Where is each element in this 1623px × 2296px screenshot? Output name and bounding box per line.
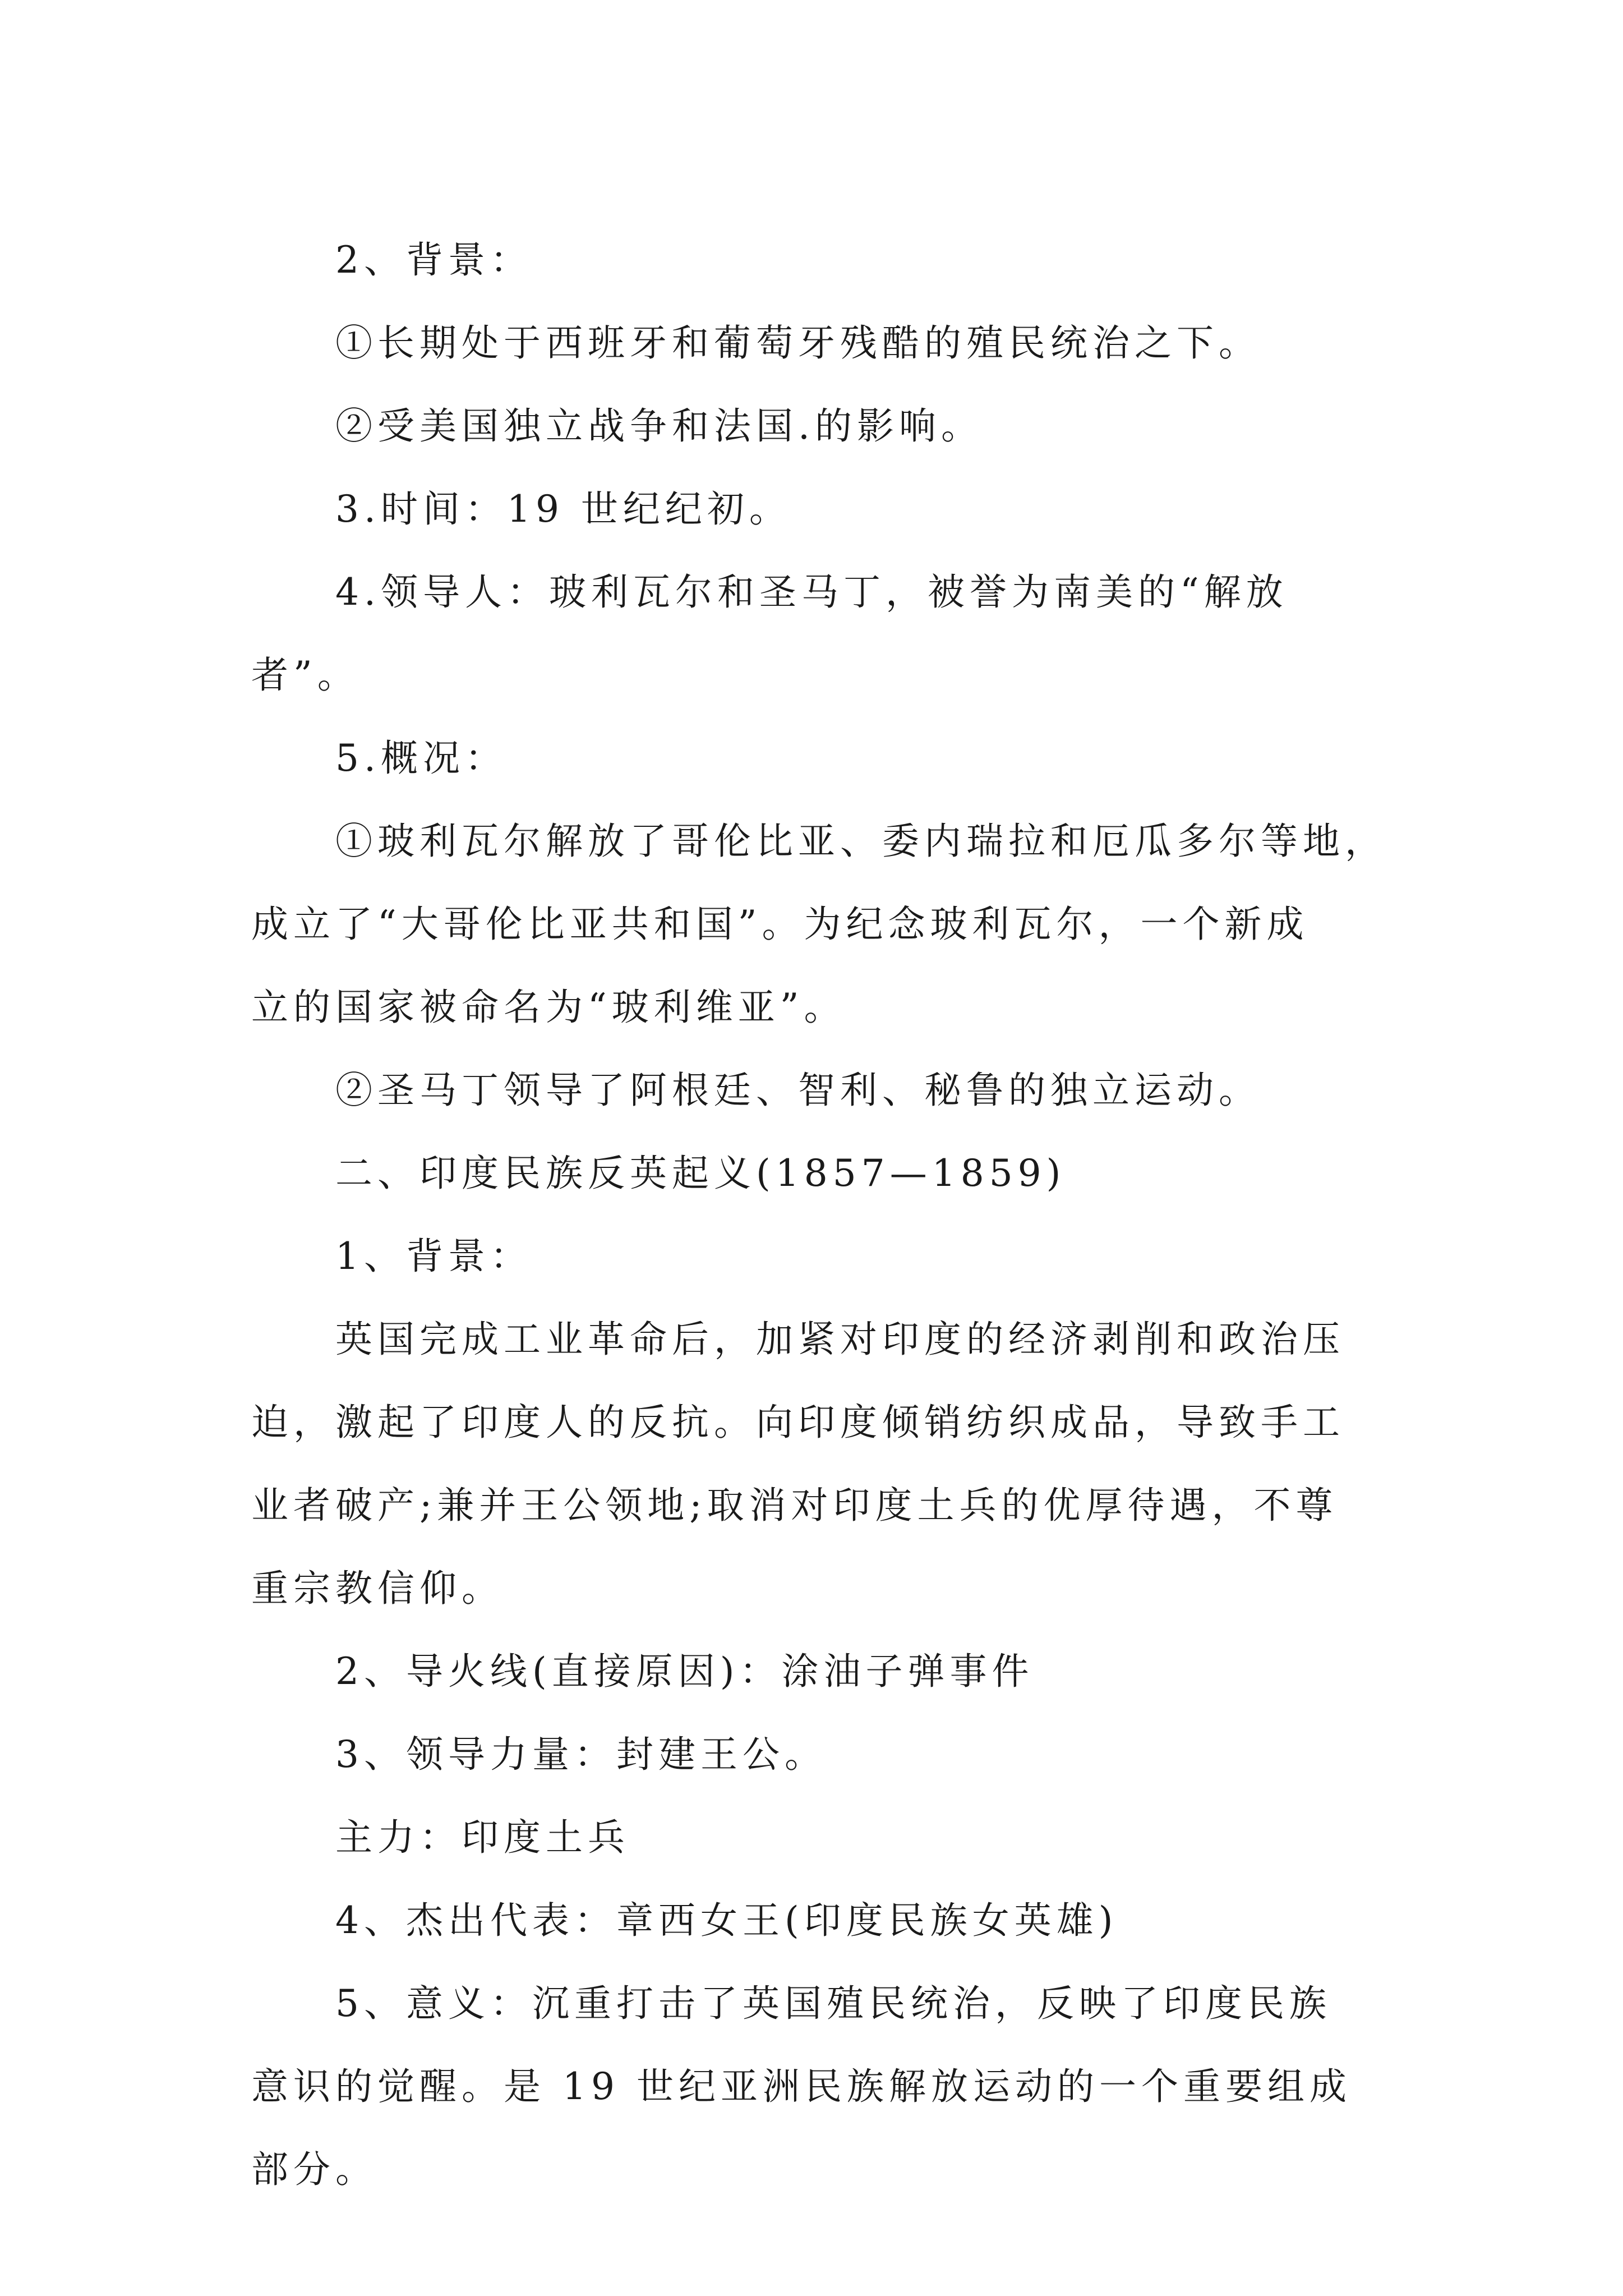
text-line: ②圣马丁领导了阿根廷、智利、秘鲁的独立运动。 (335, 1069, 1261, 1112)
text-line: ②受美国独立战争和法国.的影响。 (335, 404, 983, 448)
text-line: 者”。 (251, 654, 359, 697)
text-line: 英国完成工业革命后，加紧对印度的经济剥削和政治压 (335, 1318, 1345, 1361)
text-line: 4、杰出代表：章西女王(印度民族女英雄) (335, 1899, 1118, 1942)
text-line: 意识的觉醒。是 19 世纪亚洲民族解放运动的一个重要组成 (251, 2065, 1352, 2108)
text-line: 3.时间：19 世纪纪初。 (335, 487, 791, 531)
text-line: 2、背景： (335, 238, 532, 282)
text-line: ①玻利瓦尔解放了哥伦比亚、委内瑞拉和厄瓜多尔等地， (335, 820, 1387, 863)
document-page (251, 219, 1390, 2211)
text-line: 重宗教信仰。 (251, 1567, 504, 1610)
section-heading: 二、印度民族反英起义(1857—1859) (335, 1152, 1066, 1195)
text-line: 5、意义：沉重打击了英国殖民统治，反映了印度民族 (335, 1982, 1331, 2025)
text-line: 业者破产;兼并王公领地;取消对印度土兵的优厚待遇，不尊 (251, 1484, 1338, 1527)
text-line: 3、领导力量：封建王公。 (335, 1733, 827, 1776)
text-line: 部分。 (251, 2148, 377, 2191)
text-line: 迫，激起了印度人的反抗。向印度倾销纺织成品，导致手工 (251, 1401, 1345, 1444)
text-line: 5.概况： (335, 737, 507, 780)
text-line: 成立了“大哥伦比亚共和国”。为纪念玻利瓦尔，一个新成 (251, 903, 1309, 946)
text-line: 1、背景： (335, 1235, 532, 1278)
text-line: ①长期处于西班牙和葡萄牙残酷的殖民统治之下。 (335, 321, 1261, 365)
text-line: 2、导火线(直接原因)：涂油子弹事件 (335, 1650, 1034, 1693)
text-line: 4.领导人：玻利瓦尔和圣马丁，被誉为南美的“解放 (335, 570, 1288, 614)
text-line: 立的国家被命名为“玻利维亚”。 (251, 986, 846, 1029)
text-line: 主力：印度土兵 (335, 1816, 630, 1859)
